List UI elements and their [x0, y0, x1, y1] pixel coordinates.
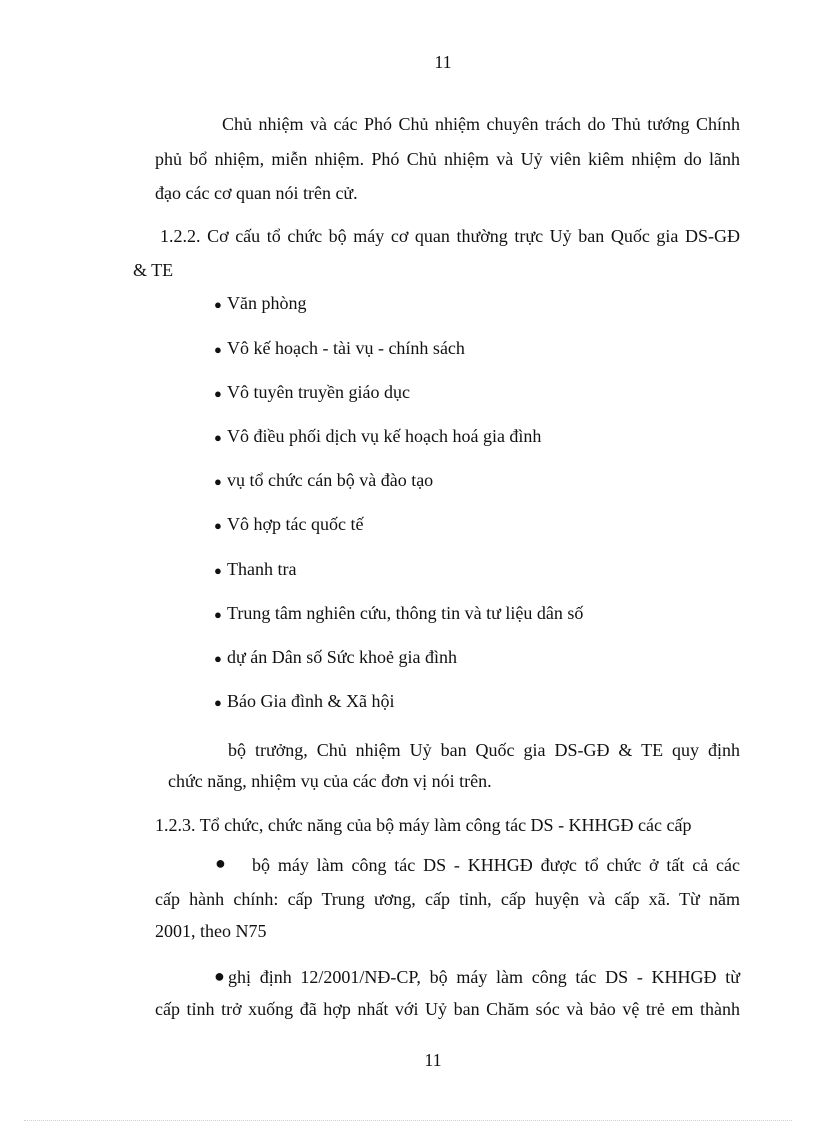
- bullet-icon: ●: [214, 607, 222, 622]
- page-number-top: 11: [434, 52, 452, 72]
- heading-1-2-2-line1: 1.2.2. Cơ cấu tổ chức bộ máy cơ quan thường trực Uỷ ban Quốc gia DS-GĐ: [160, 226, 740, 246]
- para2-line2: chức năng, nhiệm vụ của các đơn vị nói trên.: [168, 771, 492, 791]
- list-item: ● Thanh tra: [214, 558, 296, 582]
- para3-line2: cấp hành chính: cấp Trung ương, cấp tỉnh, cấp huyện và cấp xã. Từ năm: [155, 889, 740, 909]
- list-item: ● dự án Dân số Sức khoẻ gia đình: [214, 646, 457, 670]
- heading-1-2-3: 1.2.3. Tổ chức, chức năng của bộ máy làm công tác DS - KHHGĐ các cấp: [155, 815, 692, 835]
- list-item: ● Vô điều phối dịch vụ kế hoạch hoá gia đình: [214, 425, 541, 449]
- bullet-icon: ●: [214, 430, 222, 445]
- para3-bullet-icon: ●: [215, 853, 226, 873]
- para3-line1: bộ máy làm công tác DS - KHHGĐ được tổ chức ở tất cả các: [252, 855, 740, 875]
- list-item: ● Văn phòng: [214, 292, 307, 316]
- para4-bullet-icon: ●: [214, 966, 225, 986]
- para2-line1: bộ trưởng, Chủ nhiệm Uỷ ban Quốc gia DS-GĐ & TE quy định: [228, 740, 740, 760]
- list-item: ● vụ tổ chức cán bộ và đào tạo: [214, 469, 433, 493]
- para1-line2: phủ bổ nhiệm, miễn nhiệm. Phó Chủ nhiệm và Uỷ viên kiêm nhiệm do lãnh: [155, 149, 740, 169]
- para4-line2: cấp tỉnh trở xuống đã hợp nhất với Uỷ ban Chăm sóc và bảo vệ trẻ em thành: [155, 999, 740, 1019]
- para1-line1: Chủ nhiệm và các Phó Chủ nhiệm chuyên trách do Thủ tướng Chính: [222, 114, 740, 134]
- para4-line1: ghị định 12/2001/NĐ-CP, bộ máy làm công tác DS - KHHGĐ từ: [228, 967, 740, 987]
- para3-line3: 2001, theo N75: [155, 921, 267, 941]
- bullet-icon: ●: [214, 651, 222, 666]
- list-item: ● Vô tuyên truyền giáo dục: [214, 381, 410, 405]
- bullet-icon: ●: [214, 518, 222, 533]
- list-item: ● Báo Gia đình & Xã hội: [214, 690, 394, 714]
- bullet-icon: ●: [214, 297, 222, 312]
- list-item: ● Trung tâm nghiên cứu, thông tin và tư liệu dân số: [214, 602, 583, 626]
- para1-line3: đạo các cơ quan nói trên cử.: [155, 183, 358, 203]
- page-border-divider: [24, 1120, 792, 1121]
- bullet-icon: ●: [214, 386, 222, 401]
- bullet-icon: ●: [214, 474, 222, 489]
- bullet-icon: ●: [214, 695, 222, 710]
- bullet-icon: ●: [214, 563, 222, 578]
- bullet-icon: ●: [214, 342, 222, 357]
- list-item: ● Vô hợp tác quốc tế: [214, 513, 363, 537]
- page-number-bottom: 11: [424, 1050, 442, 1070]
- list-item: ● Vô kế hoạch - tài vụ - chính sách: [214, 337, 465, 361]
- heading-1-2-2-line2: & TE: [133, 260, 174, 280]
